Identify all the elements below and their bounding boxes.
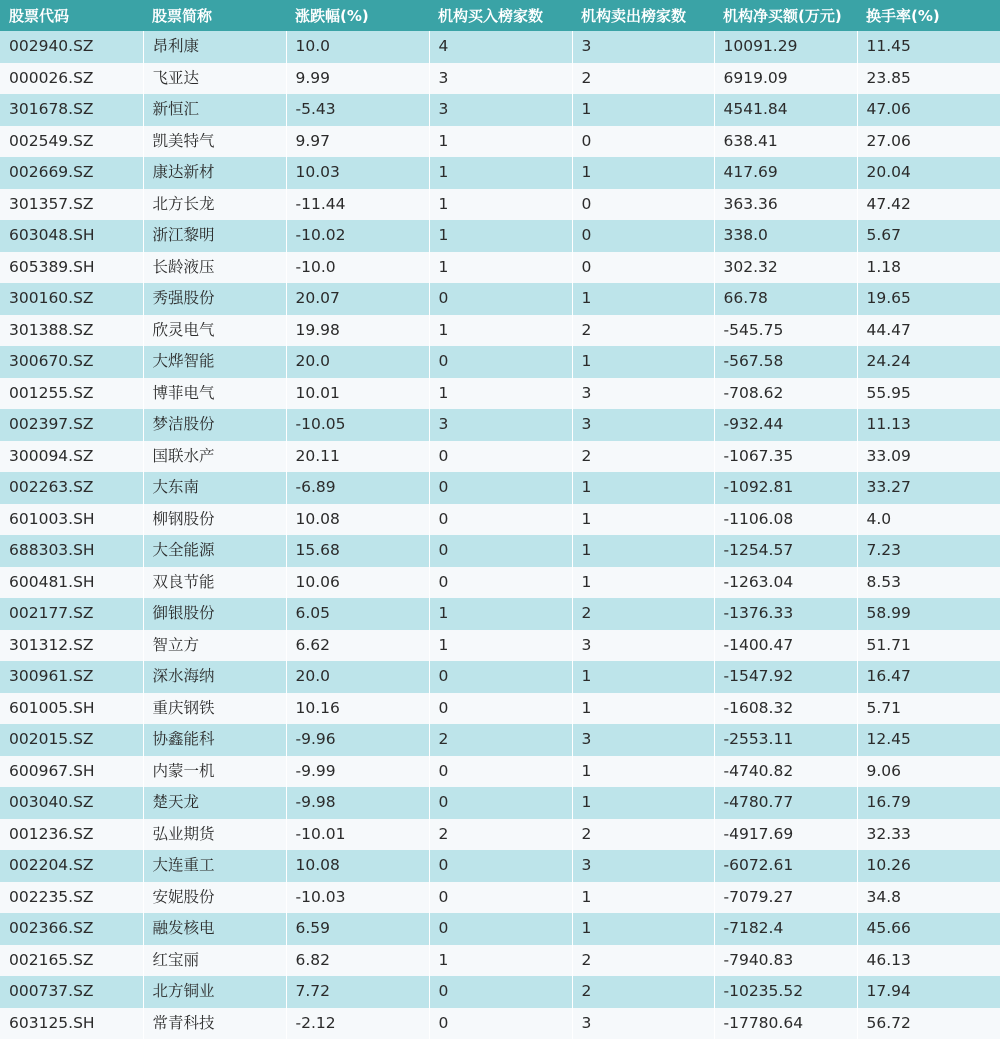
header-row: [0, 0, 1000, 31]
table-row[interactable]: [0, 378, 1000, 410]
inst-buy-count-cell: 1: [429, 378, 572, 410]
inst-sell-count-cell: 2: [572, 63, 714, 95]
inst-sell-count-cell: 0: [572, 252, 714, 284]
inst-net-buy-cell: -708.62: [714, 378, 857, 410]
stock-code-cell: 600967.SH: [0, 756, 143, 788]
stock-name-cell: 重庆钢铁: [143, 693, 286, 725]
inst-buy-count-cell: 2: [429, 819, 572, 851]
stock-name-cell: 内蒙一机: [143, 756, 286, 788]
turnover-rate-cell: 51.71: [866, 635, 911, 654]
stock-code-cell: 300670.SZ: [0, 346, 143, 378]
inst-sell-count-cell: 2: [572, 441, 714, 473]
turnover-rate-cell: 10.26: [866, 856, 911, 874]
inst-net-buy-cell: -7182.4: [714, 913, 857, 945]
turnover-rate-cell: 55.95: [866, 383, 911, 402]
turnover-rate-cell: 16.79: [866, 793, 911, 811]
table-row[interactable]: [0, 945, 1000, 977]
inst-net-buy-cell: -4740.82: [714, 756, 857, 788]
inst-sell-count-cell: 3: [572, 378, 714, 410]
change-pct-cell: -10.0: [286, 252, 429, 284]
inst-buy-count-cell: 0: [429, 472, 572, 504]
inst-net-buy-cell: -1547.92: [714, 661, 857, 693]
inst-buy-count-cell: 0: [429, 504, 572, 536]
turnover-rate-cell: 32.33: [866, 824, 911, 843]
stock-name-cell: 双良节能: [143, 567, 286, 599]
inst-sell-count-cell: 3: [572, 1008, 714, 1040]
turnover-rate-cell: 19.65: [866, 289, 911, 307]
inst-net-buy-cell: 6919.09: [714, 63, 857, 95]
inst-buy-count-cell: 3: [429, 409, 572, 441]
turnover-rate-cell: 56.72: [866, 1013, 911, 1032]
inst-buy-count-cell: 0: [429, 661, 572, 693]
stock-name-cell: 红宝丽: [143, 945, 286, 977]
inst-buy-count-cell: 0: [429, 756, 572, 788]
inst-buy-count-cell: 0: [429, 441, 572, 473]
turnover-rate-cell: 11.13: [866, 415, 911, 433]
table-row[interactable]: [0, 189, 1000, 221]
turnover-rate-cell: 5.67: [866, 226, 902, 244]
stock-name-cell: 深水海纳: [143, 661, 286, 693]
turnover-rate-cell: 34.8: [866, 887, 902, 906]
inst-sell-count-cell: 1: [572, 94, 714, 126]
table-row[interactable]: [0, 598, 1000, 630]
turnover-rate-cell: 1.18: [866, 257, 902, 276]
change-pct-cell: -11.44: [286, 189, 429, 221]
stock-code-cell: 300961.SZ: [0, 661, 143, 693]
table-row[interactable]: [0, 756, 1000, 788]
stock-name-cell: 飞亚达: [143, 63, 286, 95]
stock-code-cell: 300160.SZ: [0, 283, 143, 315]
change-pct-cell: 6.05: [286, 598, 429, 630]
inst-sell-count-cell: 1: [572, 504, 714, 536]
table-row[interactable]: [0, 724, 1000, 756]
inst-net-buy-cell: -4917.69: [714, 819, 857, 851]
inst-sell-count-cell: 2: [572, 819, 714, 851]
table-row[interactable]: [0, 346, 1000, 378]
stock-name-cell: 大全能源: [143, 535, 286, 567]
inst-net-buy-cell: 363.36: [714, 189, 857, 221]
table-row[interactable]: [0, 661, 1000, 693]
table-row[interactable]: [0, 787, 1000, 819]
inst-sell-count-cell: 0: [572, 189, 714, 221]
inst-net-buy-cell: -1376.33: [714, 598, 857, 630]
turnover-rate-cell: 20.04: [866, 163, 911, 181]
inst-sell-count-cell: 3: [572, 630, 714, 662]
stock-code-cell: 300094.SZ: [0, 441, 143, 473]
inst-buy-count-cell: 1: [429, 315, 572, 347]
turnover-rate-cell: 24.24: [866, 352, 911, 370]
change-pct-cell: -2.12: [286, 1008, 429, 1040]
inst-net-buy-cell: -6072.61: [714, 850, 857, 882]
inst-sell-count-cell: 1: [572, 567, 714, 599]
inst-sell-count-cell: 0: [572, 126, 714, 158]
change-pct-cell: 6.62: [286, 630, 429, 662]
inst-sell-count-cell: 3: [572, 31, 714, 63]
turnover-rate-cell: 5.71: [866, 698, 902, 717]
inst-net-buy-cell: -7940.83: [714, 945, 857, 977]
change-pct-cell: 6.82: [286, 945, 429, 977]
turnover-rate-cell: 46.13: [866, 950, 911, 969]
inst-buy-count-cell: 0: [429, 693, 572, 725]
change-pct-cell: 20.0: [286, 661, 429, 693]
change-pct-cell: 10.08: [286, 504, 429, 536]
stock-code-cell: 002397.SZ: [0, 409, 143, 441]
stock-code-cell: 003040.SZ: [0, 787, 143, 819]
turnover-rate-cell: 17.94: [866, 982, 911, 1000]
table-body: [0, 31, 1000, 1039]
turnover-rate-cell: 47.42: [866, 194, 911, 213]
table-row[interactable]: [0, 283, 1000, 315]
stock-name-cell: 柳钢股份: [143, 504, 286, 536]
stock-name-cell: 安妮股份: [143, 882, 286, 914]
stock-name-cell: 大东南: [143, 472, 286, 504]
change-pct-cell: 10.0: [286, 31, 429, 63]
change-pct-cell: 10.08: [286, 850, 429, 882]
stock-code-cell: 301678.SZ: [0, 94, 143, 126]
table-row[interactable]: [0, 157, 1000, 189]
stock-code-cell: 605389.SH: [0, 252, 143, 284]
column-header-inst-net-buy[interactable]: 机构净买额(万元): [723, 7, 842, 25]
inst-buy-count-cell: 1: [429, 126, 572, 158]
change-pct-cell: 10.03: [286, 157, 429, 189]
stock-code-cell: 301388.SZ: [0, 315, 143, 347]
change-pct-cell: -10.02: [286, 220, 429, 252]
change-pct-cell: 20.11: [286, 441, 429, 473]
change-pct-cell: 10.01: [286, 378, 429, 410]
inst-buy-count-cell: 0: [429, 1008, 572, 1040]
inst-net-buy-cell: -1608.32: [714, 693, 857, 725]
stock-name-cell: 博菲电气: [143, 378, 286, 410]
change-pct-cell: 10.16: [286, 693, 429, 725]
inst-net-buy-cell: -10235.52: [714, 976, 857, 1008]
table-row[interactable]: [0, 126, 1000, 158]
change-pct-cell: 15.68: [286, 535, 429, 567]
stock-code-cell: 601003.SH: [0, 504, 143, 536]
change-pct-cell: 20.0: [286, 346, 429, 378]
stock-code-cell: 601005.SH: [0, 693, 143, 725]
inst-buy-count-cell: 1: [429, 220, 572, 252]
inst-net-buy-cell: 4541.84: [714, 94, 857, 126]
change-pct-cell: -9.96: [286, 724, 429, 756]
table-row[interactable]: [0, 819, 1000, 851]
change-pct-cell: -10.01: [286, 819, 429, 851]
table-row[interactable]: [0, 315, 1000, 347]
stock-code-cell: 301312.SZ: [0, 630, 143, 662]
stock-name-cell: 楚天龙: [143, 787, 286, 819]
change-pct-cell: -9.99: [286, 756, 429, 788]
table-row[interactable]: [0, 31, 1000, 63]
inst-buy-count-cell: 0: [429, 283, 572, 315]
change-pct-cell: -5.43: [286, 94, 429, 126]
inst-net-buy-cell: -4780.77: [714, 787, 857, 819]
stock-code-cell: 001236.SZ: [0, 819, 143, 851]
change-pct-cell: 7.72: [286, 976, 429, 1008]
stock-name-cell: 欣灵电气: [143, 315, 286, 347]
inst-sell-count-cell: 1: [572, 913, 714, 945]
turnover-rate-cell: 58.99: [866, 604, 911, 622]
turnover-rate-cell: 16.47: [866, 667, 911, 685]
inst-buy-count-cell: 4: [429, 31, 572, 63]
stock-code-cell: 002366.SZ: [0, 913, 143, 945]
inst-sell-count-cell: 1: [572, 472, 714, 504]
inst-buy-count-cell: 0: [429, 787, 572, 819]
inst-net-buy-cell: 302.32: [714, 252, 857, 284]
inst-sell-count-cell: 1: [572, 661, 714, 693]
stock-code-cell: 002549.SZ: [0, 126, 143, 158]
turnover-rate-cell: 27.06: [866, 131, 911, 150]
inst-buy-count-cell: 1: [429, 630, 572, 662]
table-row[interactable]: [0, 472, 1000, 504]
change-pct-cell: 10.06: [286, 567, 429, 599]
inst-net-buy-cell: -7079.27: [714, 882, 857, 914]
turnover-rate-cell: 47.06: [866, 100, 911, 118]
stock-name-cell: 国联水产: [143, 441, 286, 473]
inst-buy-count-cell: 0: [429, 913, 572, 945]
table-row[interactable]: [0, 535, 1000, 567]
table-row[interactable]: [0, 63, 1000, 95]
change-pct-cell: 9.97: [286, 126, 429, 158]
stock-name-cell: 大烨智能: [143, 346, 286, 378]
stock-code-cell: 002015.SZ: [0, 724, 143, 756]
stock-name-cell: 长龄液压: [143, 252, 286, 284]
inst-buy-count-cell: 1: [429, 157, 572, 189]
column-header-turnover-rate[interactable]: 换手率(%): [866, 7, 940, 25]
table-header: [0, 0, 1000, 31]
stock-name-cell: 融发核电: [143, 913, 286, 945]
turnover-rate-cell: 11.45: [866, 37, 911, 55]
inst-sell-count-cell: 2: [572, 598, 714, 630]
inst-buy-count-cell: 0: [429, 850, 572, 882]
inst-net-buy-cell: -545.75: [714, 315, 857, 347]
stock-code-cell: 002165.SZ: [0, 945, 143, 977]
inst-sell-count-cell: 2: [572, 315, 714, 347]
turnover-rate-cell: 7.23: [866, 541, 902, 559]
inst-sell-count-cell: 3: [572, 850, 714, 882]
stock-code-cell: 002235.SZ: [0, 882, 143, 914]
table-row[interactable]: [0, 630, 1000, 662]
inst-buy-count-cell: 0: [429, 882, 572, 914]
column-header-stock-name[interactable]: 股票简称: [152, 7, 213, 25]
change-pct-cell: -10.03: [286, 882, 429, 914]
inst-sell-count-cell: 1: [572, 283, 714, 315]
inst-sell-count-cell: 1: [572, 756, 714, 788]
table-row[interactable]: [0, 567, 1000, 599]
stock-name-cell: 康达新材: [143, 157, 286, 189]
inst-net-buy-cell: -17780.64: [714, 1008, 857, 1040]
column-header-change-pct[interactable]: 涨跌幅(%): [295, 7, 369, 25]
inst-sell-count-cell: 1: [572, 787, 714, 819]
table-row[interactable]: [0, 441, 1000, 473]
stock-name-cell: 梦洁股份: [143, 409, 286, 441]
inst-buy-count-cell: 1: [429, 189, 572, 221]
inst-net-buy-cell: -1106.08: [714, 504, 857, 536]
stock-name-cell: 北方长龙: [143, 189, 286, 221]
inst-sell-count-cell: 2: [572, 945, 714, 977]
inst-net-buy-cell: -1092.81: [714, 472, 857, 504]
turnover-rate-cell: 23.85: [866, 68, 911, 87]
table-row[interactable]: [0, 220, 1000, 252]
inst-sell-count-cell: 1: [572, 693, 714, 725]
inst-net-buy-cell: -1263.04: [714, 567, 857, 599]
stock-name-cell: 大连重工: [143, 850, 286, 882]
inst-buy-count-cell: 0: [429, 976, 572, 1008]
column-header-inst-sell-count[interactable]: 机构卖出榜家数: [581, 7, 687, 25]
inst-net-buy-cell: -1254.57: [714, 535, 857, 567]
inst-net-buy-cell: 638.41: [714, 126, 857, 158]
change-pct-cell: 19.98: [286, 315, 429, 347]
stock-code-cell: 301357.SZ: [0, 189, 143, 221]
inst-net-buy-cell: 338.0: [714, 220, 857, 252]
column-header-stock-code[interactable]: 股票代码: [9, 7, 70, 25]
stock-code-cell: 002263.SZ: [0, 472, 143, 504]
turnover-rate-cell: 9.06: [866, 761, 902, 780]
stock-name-cell: 常青科技: [143, 1008, 286, 1040]
inst-net-buy-cell: -567.58: [714, 346, 857, 378]
inst-net-buy-cell: 10091.29: [714, 31, 857, 63]
turnover-rate-cell: 33.09: [866, 446, 911, 465]
inst-buy-count-cell: 0: [429, 346, 572, 378]
inst-sell-count-cell: 1: [572, 535, 714, 567]
stock-name-cell: 北方铜业: [143, 976, 286, 1008]
stock-name-cell: 凯美特气: [143, 126, 286, 158]
inst-buy-count-cell: 1: [429, 598, 572, 630]
stock-name-cell: 新恒汇: [143, 94, 286, 126]
stock-code-cell: 600481.SH: [0, 567, 143, 599]
inst-sell-count-cell: 2: [572, 976, 714, 1008]
turnover-rate-cell: 4.0: [866, 509, 892, 528]
table-row[interactable]: [0, 850, 1000, 882]
inst-buy-count-cell: 1: [429, 945, 572, 977]
stock-code-cell: 688303.SH: [0, 535, 143, 567]
stock-code-cell: 002669.SZ: [0, 157, 143, 189]
table-row[interactable]: [0, 409, 1000, 441]
stock-code-cell: 001255.SZ: [0, 378, 143, 410]
inst-buy-count-cell: 1: [429, 252, 572, 284]
stock-code-cell: 002940.SZ: [0, 31, 143, 63]
turnover-rate-cell: 12.45: [866, 730, 911, 748]
stock-code-cell: 000737.SZ: [0, 976, 143, 1008]
stock-name-cell: 弘业期货: [143, 819, 286, 851]
change-pct-cell: -10.05: [286, 409, 429, 441]
inst-buy-count-cell: 3: [429, 63, 572, 95]
table-row[interactable]: [0, 976, 1000, 1008]
column-header-inst-buy-count[interactable]: 机构买入榜家数: [438, 7, 544, 25]
stock-name-cell: 昂利康: [143, 31, 286, 63]
stock-name-cell: 御银股份: [143, 598, 286, 630]
inst-net-buy-cell: 417.69: [714, 157, 857, 189]
stock-name-cell: 协鑫能科: [143, 724, 286, 756]
table-row[interactable]: [0, 913, 1000, 945]
inst-buy-count-cell: 2: [429, 724, 572, 756]
table-row[interactable]: [0, 504, 1000, 536]
stock-code-cell: 603125.SH: [0, 1008, 143, 1040]
inst-sell-count-cell: 0: [572, 220, 714, 252]
inst-net-buy-cell: -1067.35: [714, 441, 857, 473]
table-row[interactable]: [0, 882, 1000, 914]
stock-code-cell: 000026.SZ: [0, 63, 143, 95]
stock-code-cell: 002177.SZ: [0, 598, 143, 630]
stock-name-cell: 秀强股份: [143, 283, 286, 315]
inst-sell-count-cell: 1: [572, 157, 714, 189]
inst-net-buy-cell: -2553.11: [714, 724, 857, 756]
stock-name-cell: 智立方: [143, 630, 286, 662]
inst-sell-count-cell: 1: [572, 346, 714, 378]
table-row[interactable]: [0, 252, 1000, 284]
change-pct-cell: 6.59: [286, 913, 429, 945]
inst-sell-count-cell: 3: [572, 409, 714, 441]
inst-sell-count-cell: 3: [572, 724, 714, 756]
stock-code-cell: 002204.SZ: [0, 850, 143, 882]
table-row[interactable]: [0, 1008, 1000, 1040]
inst-buy-count-cell: 0: [429, 535, 572, 567]
inst-net-buy-cell: 66.78: [714, 283, 857, 315]
inst-buy-count-cell: 3: [429, 94, 572, 126]
change-pct-cell: 9.99: [286, 63, 429, 95]
table-row[interactable]: [0, 94, 1000, 126]
inst-buy-count-cell: 0: [429, 567, 572, 599]
inst-net-buy-cell: -932.44: [714, 409, 857, 441]
inst-net-buy-cell: -1400.47: [714, 630, 857, 662]
turnover-rate-cell: 8.53: [866, 572, 902, 591]
stock-name-cell: 浙江黎明: [143, 220, 286, 252]
change-pct-cell: 20.07: [286, 283, 429, 315]
turnover-rate-cell: 44.47: [866, 320, 911, 339]
turnover-rate-cell: 45.66: [866, 919, 911, 937]
change-pct-cell: -6.89: [286, 472, 429, 504]
change-pct-cell: -9.98: [286, 787, 429, 819]
table-row[interactable]: [0, 693, 1000, 725]
stock-code-cell: 603048.SH: [0, 220, 143, 252]
inst-sell-count-cell: 1: [572, 882, 714, 914]
turnover-rate-cell: 33.27: [866, 478, 911, 496]
